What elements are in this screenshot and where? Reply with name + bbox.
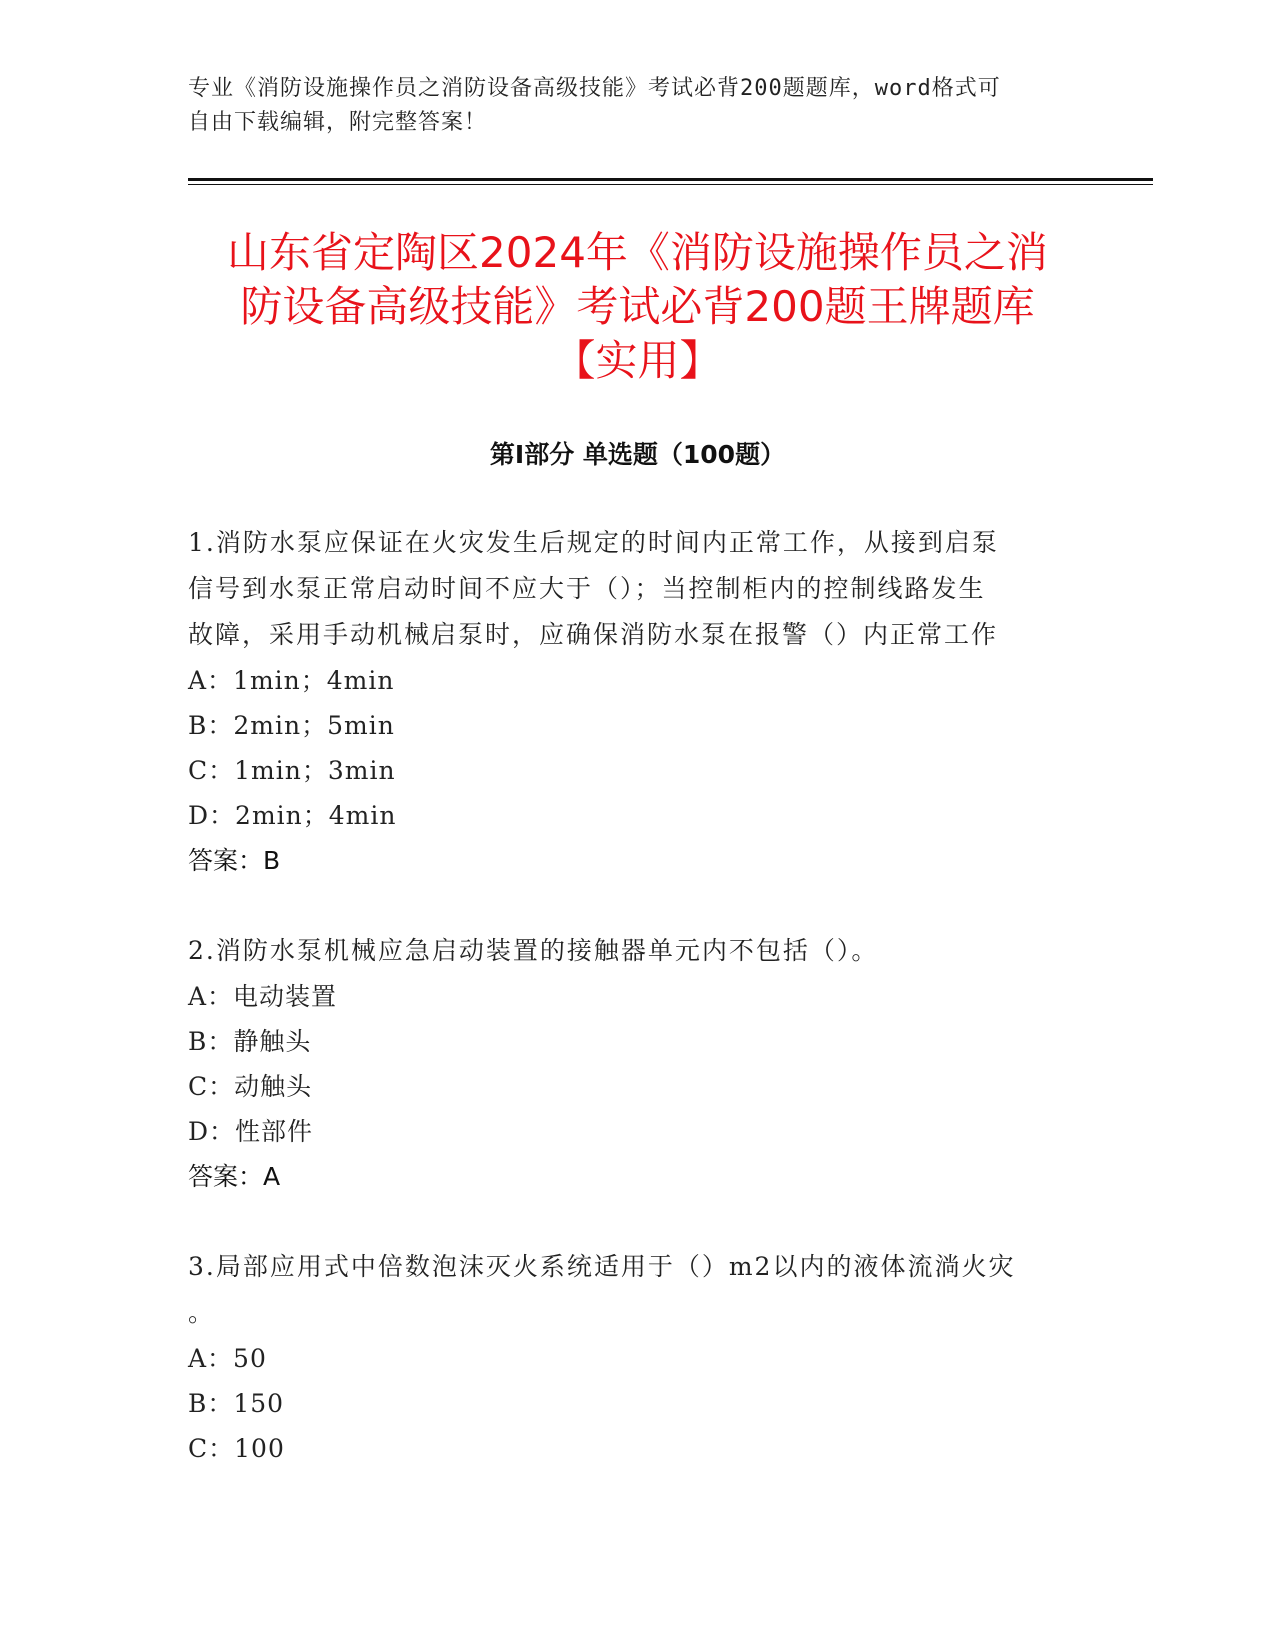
question-stem-line: 2.消防水泵机械应急启动装置的接触器单元内不包括（）。 <box>188 936 879 965</box>
section-title: 第Ⅰ部分 单选题（100题） <box>489 440 786 469</box>
option-c: C：100 <box>188 1434 285 1463</box>
answer: 答案：B <box>188 846 281 875</box>
option-a: A：电动装置 <box>188 982 338 1011</box>
question-2 <box>188 928 1068 1200</box>
question-stem <box>188 1244 1068 1336</box>
option-d: D：2min；4min <box>188 801 397 830</box>
answer: 答案：A <box>188 1162 281 1191</box>
header-note <box>188 72 1068 140</box>
question-1 <box>188 520 1068 884</box>
header-divider-thick <box>188 178 1153 181</box>
title-line: 【实用】 <box>553 336 722 385</box>
option-d: D：性部件 <box>188 1117 314 1146</box>
question-3 <box>188 1244 1068 1471</box>
option-b: B：静触头 <box>188 1027 312 1056</box>
header-note-line: 自由下载编辑，附完整答案！ <box>188 110 488 135</box>
header-divider-thin <box>188 184 1153 185</box>
option-b: B：2min；5min <box>188 711 395 740</box>
question-list <box>188 520 1068 1515</box>
option-c: C：1min；3min <box>188 756 396 785</box>
question-stem-line: 3.局部应用式中倍数泡沫灭火系统适用于（）m2以内的液体流淌火灾 <box>188 1252 1016 1281</box>
question-stem-line: 故障，采用手动机械启泵时，应确保消防水泵在报警（）内正常工作 <box>188 620 999 649</box>
question-stem <box>188 520 1068 658</box>
title-line: 山东省定陶区2024年《消防设施操作员之消 <box>227 228 1048 277</box>
option-a: A：50 <box>188 1344 267 1373</box>
document-title <box>170 226 1105 388</box>
question-stem <box>188 928 1068 974</box>
option-b: B：150 <box>188 1389 285 1418</box>
option-c: C：动触头 <box>188 1072 313 1101</box>
title-line: 防设备高级技能》考试必背200题王牌题库 <box>240 282 1035 331</box>
question-stem-line: 信号到水泵正常启动时间不应大于（）；当控制柜内的控制线路发生 <box>188 574 986 603</box>
option-a: A：1min；4min <box>188 666 395 695</box>
header-note-line: 专业《消防设施操作员之消防设备高级技能》考试必背200题题库，word格式可 <box>188 76 1001 101</box>
question-stem-line: 。 <box>188 1298 216 1327</box>
question-stem-line: 1.消防水泵应保证在火灾发生后规定的时间内正常工作，从接到启泵 <box>188 528 999 557</box>
